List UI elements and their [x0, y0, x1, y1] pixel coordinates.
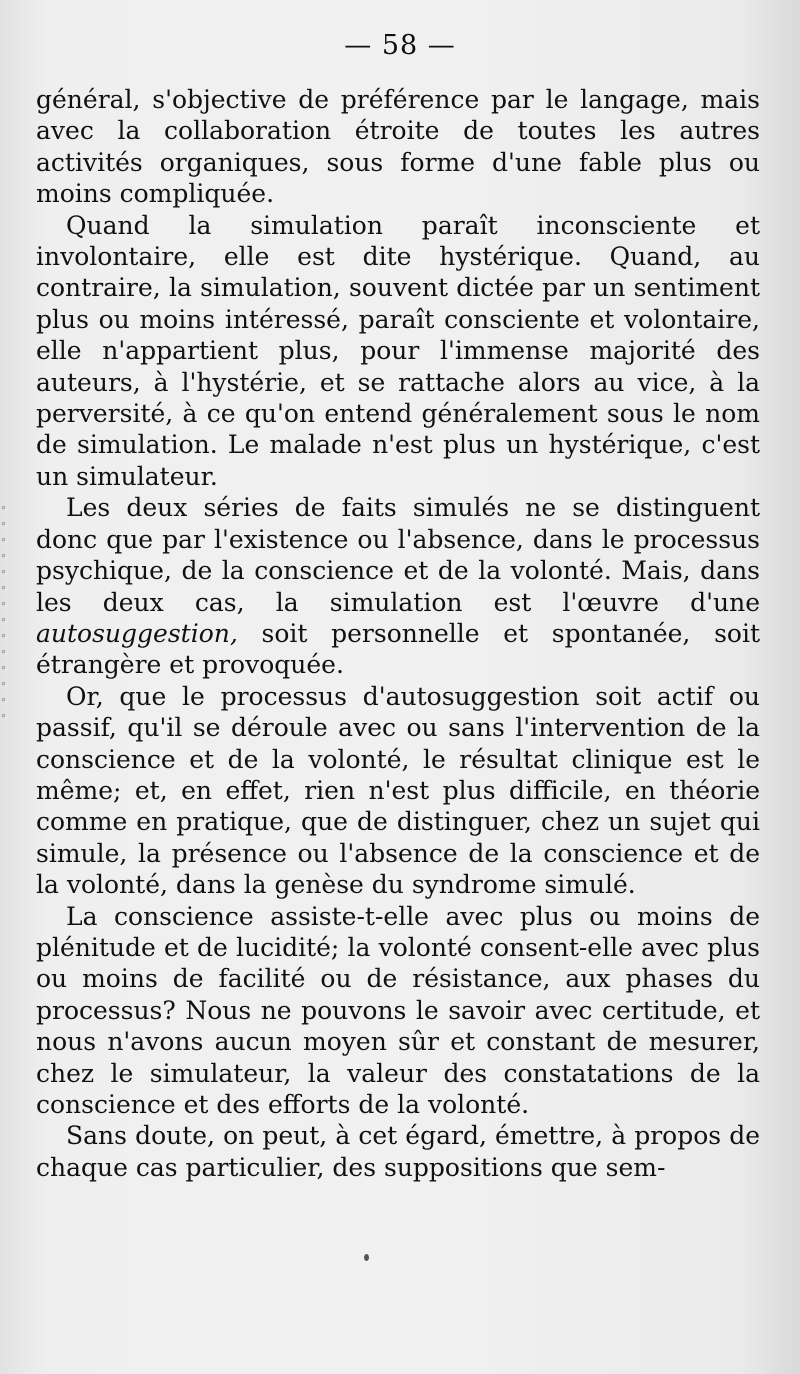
paragraph-6: Sans doute, on peut, à cet égard, émettre, à propos de chaque cas particulier, des suppositions que sem-: [36, 1121, 760, 1182]
paragraph-3-italic-term: autosuggestion,: [36, 618, 238, 648]
paragraph-5: La conscience assiste-t-elle avec plus ou moins de plénitude et de lucidité; la volonté consent-elle avec plus ou moins de facilité ou de résistance, aux phases du processus? Nous ne pouvons le savoir avec certitude, et nous n'avons aucun moyen sûr et constant de mesurer, chez le simulateur, la valeur des constatations de la conscience et des efforts de la volonté.: [36, 901, 760, 1119]
body-text: [36, 84, 760, 1183]
paragraph-1: général, s'objective de préférence par le langage, mais avec la collaboration étroite de toutes les autres activités organiques, sous forme d'une fable plus ou moins compliquée.: [36, 85, 760, 209]
paragraph-3-text-after: soit personnelle et spontanée, soit étrangère et provoquée.: [36, 618, 760, 680]
paragraph-3: [36, 492, 760, 680]
ink-speck: [364, 1254, 369, 1261]
paragraph-4: Or, que le processus d'autosuggestion soit actif ou passif, qu'il se déroule avec ou sans l'intervention de la conscience et de la volonté, le résultat clinique est le même; et, en effet, rien n'est plus difficile, en théorie comme en pratique, que de distinguer, chez un sujet qui simule, la présence ou l'absence de la conscience et de la volonté, dans la genèse du syndrome simulé.: [36, 681, 760, 900]
page-number: — 58 —: [344, 30, 456, 61]
paragraph-3-text-before: Les deux séries de faits simulés ne se distinguent donc que par l'existence ou l'absence, dans le processus psychique, de la conscience et de la volonté. Mais, dans les deux cas, la simulation est l'œuvre d'une: [36, 493, 760, 617]
margin-perforation-marks: ∘ ∘ ∘ ∘ ∘ ∘ ∘ ∘ ∘ ∘ ∘ ∘ ∘ ∘: [0, 501, 7, 722]
paragraph-2: Quand la simulation paraît inconsciente et involontaire, elle est dite hystérique. Quand, au contraire, la simulation, souvent dictée par un sentiment plus ou moins intéressé, paraît consciente et volontaire, elle n'appartient plus, pour l'immense majorité des auteurs, à l'hystérie, et se rattache alors au vice, à la perversité, à ce qu'on entend généralement sous le nom de simulation. Le malade n'est plus un hystérique, c'est un simulateur.: [36, 210, 760, 491]
